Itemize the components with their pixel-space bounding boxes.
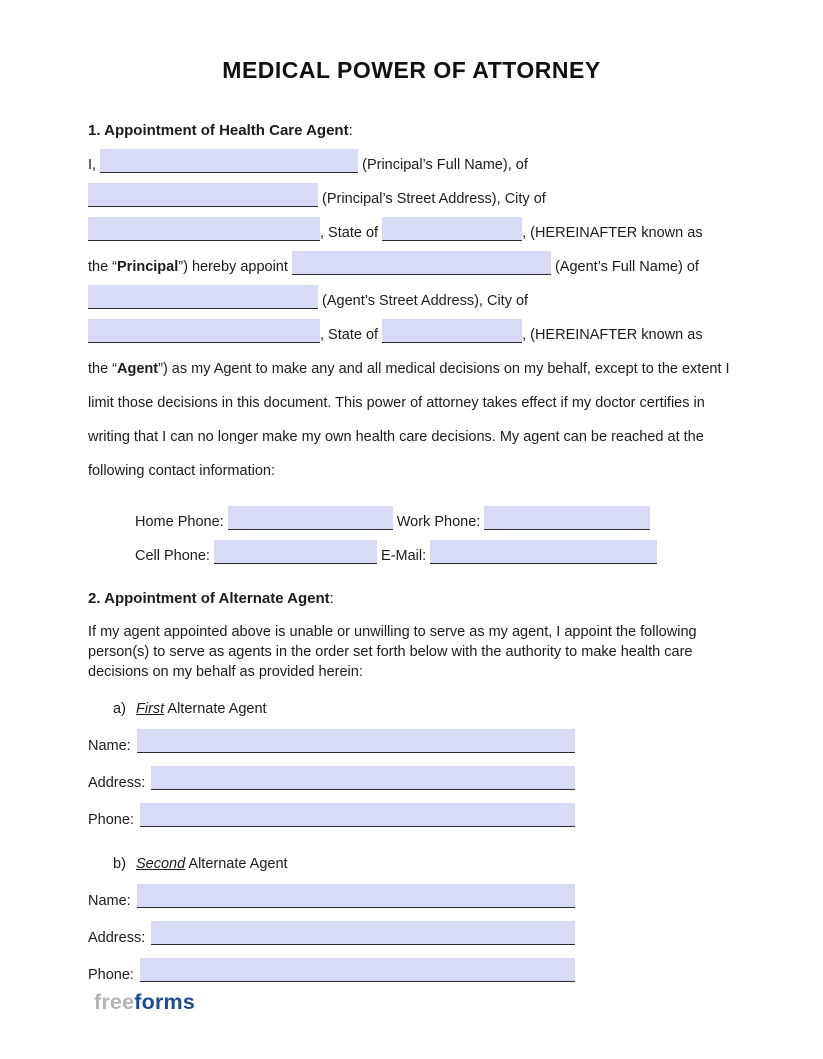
principal-full-name-field[interactable] xyxy=(100,149,358,173)
cell-phone-field[interactable] xyxy=(214,540,377,564)
first-alternate-address-field[interactable] xyxy=(151,766,575,790)
second-alternate-name-row xyxy=(88,881,575,918)
line-principal-name xyxy=(88,148,739,182)
principal-city-field[interactable] xyxy=(88,217,320,241)
section1-fill-paragraph xyxy=(88,148,739,352)
text-run: the “ xyxy=(88,259,118,275)
line-principal-address xyxy=(88,182,739,216)
second-alternate-phone-row xyxy=(88,955,575,992)
text-run: ”) hereby appoint xyxy=(178,259,288,275)
text-run: , (HEREINAFTER known as xyxy=(522,225,703,241)
second-alternate-address-row xyxy=(88,918,575,955)
section2-heading xyxy=(88,589,739,609)
text-run: (Agent’s Street Address), City of xyxy=(322,293,529,309)
line-home-work-phone xyxy=(135,505,739,539)
item-b-marker: b) xyxy=(113,856,126,872)
section2-heading-colon: : xyxy=(329,590,334,607)
second-alternate-item xyxy=(88,847,739,881)
logo-free-text: free xyxy=(94,990,135,1014)
item-b-text: Alternate Agent xyxy=(185,856,288,872)
principal-term: Principal xyxy=(117,259,179,275)
line-principal-city-state xyxy=(88,216,739,250)
name-label: Name: xyxy=(88,738,131,754)
agent-term: Agent xyxy=(117,361,159,377)
first-alternate-item xyxy=(88,692,739,726)
email-label: E-Mail: xyxy=(381,548,427,564)
first-alternate-phone-field[interactable] xyxy=(140,803,575,827)
email-field[interactable] xyxy=(430,540,657,564)
first-alternate-address-row xyxy=(88,763,575,800)
section2-heading-text: 2. Appointment of Alternate Agent xyxy=(88,590,330,607)
first-alternate-name-row xyxy=(88,726,575,763)
item-a-text: Alternate Agent xyxy=(164,701,267,717)
address-label: Address: xyxy=(88,930,146,946)
first-alternate-phone-row xyxy=(88,800,575,837)
work-phone-field[interactable] xyxy=(484,506,650,530)
document-title: MEDICAL POWER OF ATTORNEY xyxy=(222,57,601,83)
section1-closing-paragraph xyxy=(88,352,739,488)
phone-label: Phone: xyxy=(88,967,134,983)
line-agent-address xyxy=(88,284,739,318)
freeforms-logo xyxy=(94,990,195,1015)
text-run: (Principal’s Full Name), of xyxy=(362,157,528,173)
text-run: (Principal’s Street Address), City of xyxy=(322,191,546,207)
agent-full-name-field[interactable] xyxy=(292,251,551,275)
cell-phone-label: Cell Phone: xyxy=(135,548,210,564)
agent-state-field[interactable] xyxy=(382,319,522,343)
agent-street-address-field[interactable] xyxy=(88,285,318,309)
logo-forms-text: forms xyxy=(134,990,195,1014)
text-run: , State of xyxy=(320,225,379,241)
item-b-ordinal: Second xyxy=(136,856,186,872)
home-phone-label: Home Phone: xyxy=(135,514,224,530)
text-run: , (HEREINAFTER known as xyxy=(522,327,703,343)
section2-intro-paragraph: If my agent appointed above is unable or unwilling to serve as my agent, I appoint the following person(s) to serve as agents in the order set forth below with the authority to make health care decisions on my behalf as provided herein: xyxy=(88,624,697,680)
line-cell-email xyxy=(135,539,739,573)
second-alternate-address-field[interactable] xyxy=(151,921,575,945)
address-label: Address: xyxy=(88,775,146,791)
second-alternate-name-field[interactable] xyxy=(137,884,575,908)
line-agent-name xyxy=(88,250,739,284)
text-run: the “ xyxy=(88,361,118,377)
document-body xyxy=(88,121,739,992)
line-agent-city-state xyxy=(88,318,739,352)
section1-heading-colon: : xyxy=(348,122,353,139)
home-phone-field[interactable] xyxy=(228,506,393,530)
contact-info-block xyxy=(88,505,739,573)
section1-heading-text: 1. Appointment of Health Care Agent xyxy=(88,122,349,139)
second-alternate-phone-field[interactable] xyxy=(140,958,575,982)
section1-heading xyxy=(88,121,739,141)
work-phone-label: Work Phone: xyxy=(396,514,481,530)
name-label: Name: xyxy=(88,893,131,909)
principal-street-address-field[interactable] xyxy=(88,183,318,207)
item-a-ordinal: First xyxy=(136,701,165,717)
text-run: , State of xyxy=(320,327,379,343)
item-a-marker: a) xyxy=(113,701,126,717)
first-alternate-name-field[interactable] xyxy=(137,729,575,753)
text-run: ”) as my Agent to make any and all medical decisions on my behalf, except to the extent I limit those decisions in this document. This power of attorney takes effect if my doctor certifies in writing that I can no longer make my own health care decisions. My agent can be reached at the following contact information: xyxy=(88,361,730,479)
agent-city-field[interactable] xyxy=(88,319,320,343)
principal-state-field[interactable] xyxy=(382,217,522,241)
phone-label: Phone: xyxy=(88,812,134,828)
text-run: I, xyxy=(88,157,97,173)
text-run: (Agent’s Full Name) of xyxy=(554,259,699,275)
